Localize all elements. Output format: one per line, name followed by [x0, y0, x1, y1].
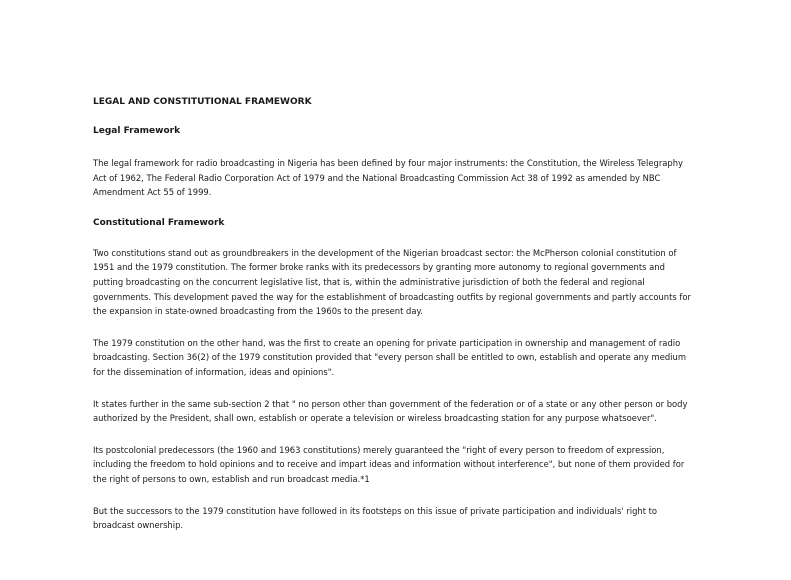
- document-title: LEGAL AND CONSTITUTIONAL FRAMEWORK: [93, 97, 312, 107]
- paragraph-postcolonial-predecessors: Its postcolonial predecessors (the 1960 and 1963 constitutions) merely guaranteed the "right of every person to freedom of expression, including the freedom to hold opinions and to receive and impart ideas and information without interference", but none of them provided for the right of persons to own, establish and run broadcast media.*1: [93, 444, 685, 484]
- paragraph-successors: But the successors to the 1979 constitution have followed in its footsteps on this issue of private participation and individuals' right to broadcast ownership.: [93, 505, 658, 531]
- section-heading-legal-framework: Legal Framework: [93, 126, 181, 136]
- paragraph-1979-constitution: The 1979 constitution on the other hand, was the first to create an opening for private participation in ownership and management of radio broadcasting. Section 36(2) of the 1979 constitution provided that "every person shall be entitled to own, establish and operate any medium for the dissemination of information, ideas and opinions".: [93, 337, 686, 377]
- paragraph-subsection-2: It states further in the same sub-section 2 that " no person other than government of the federation or of a state or any other person or body authorized by the President, shall own, establish or operate a television or wireless broadcasting station for any purpose whatsoever".: [93, 398, 688, 424]
- document-page: [93, 96, 693, 533]
- paragraph-constitutions-groundbreakers: Two constitutions stand out as groundbreakers in the development of the Nigerian broadcast sector: the McPherson colonial constitution of 1951 and the 1979 constitution. The former broke ranks with its predecessors by granting more autonomy to regional governments and putting broadcasting on the concurrent legislative list, that is, within the administrative jurisdiction of both the federal and regional governments. This development paved the way for the establishment of broadcasting outfits by regional governments and partly accounts for the expansion in state-owned broadcasting from the 1960s to the present day.: [93, 247, 691, 317]
- section-heading-constitutional-framework: Constitutional Framework: [93, 217, 225, 228]
- paragraph-legal-framework: The legal framework for radio broadcasting in Nigeria has been defined by four major instruments: the Constitution, the Wireless Telegraphy Act of 1962, The Federal Radio Corporation Act of 1979 and the National Broadcasting Commission Act 38 of 1992 as amended by NBC Amendment Act 55 of 1999.: [93, 158, 683, 198]
